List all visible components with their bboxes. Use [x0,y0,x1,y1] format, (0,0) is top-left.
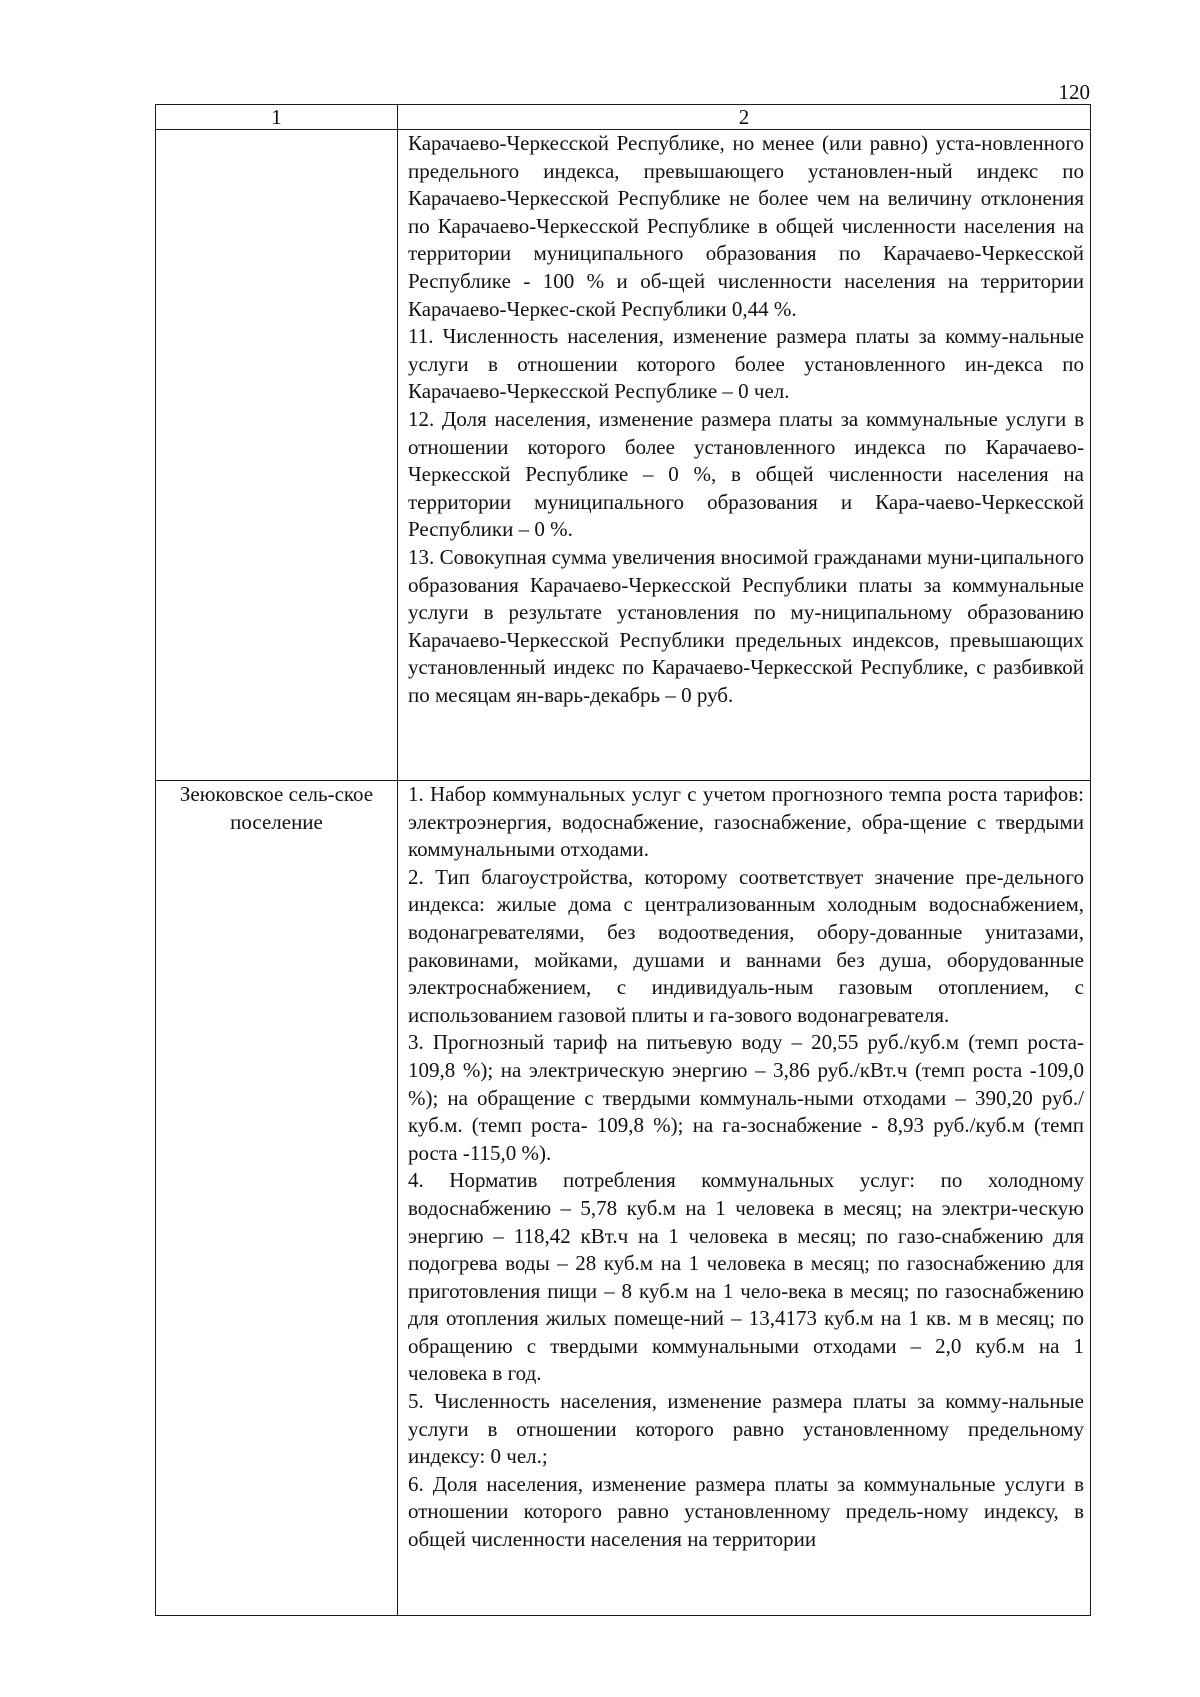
indicator-paragraph: 1. Набор коммунальных услуг с учетом прогнозного темпа роста тарифов: электроэнергия, водоснабжение, газоснабжение, обра-щение с твердыми коммунальными отходами. [408,782,1084,862]
indicator-paragraph: 5. Численность населения, изменение размера платы за комму-нальные услуги в отношении которого равно установленному предельному индексу: 0 чел.; [408,1389,1084,1469]
indicator-paragraph: 3. Прогнозный тариф на питьевую воду – 20,55 руб./куб.м (темп роста- 109,8 %); на электрическую энергию – 3,86 руб./кВт.ч (темп роста -109,0 %); на обращение с твердыми коммуналь-ными отходами – 390,20 руб./куб.м. (темп роста- 109,8 %); на га-зоснабжение - 8,93 руб./куб.м (темп роста -115,0 %). [408,1030,1084,1165]
indicator-paragraph: 6. Доля населения, изменение размера платы за коммунальные услуги в отношении которого равно установленному предель-ному индексу, в общей численности населения на территории [408,1471,1084,1552]
table-header-row [156,105,1091,130]
indicator-paragraph: Карачаево-Черкесской Республике, но менее (или равно) уста-новленного предельного индекса, превышающего установлен-ный индекс по Карачаево-Черкесской Республике не более чем на величину отклонения по Карачаево-Черкесской Республике в общей численности населения на территории муниципального образования по Карачаево-Черкесской Республике - 100 % и об-щей численности населения на территории Карачаево-Черкес-ской Республики 0,44 %. [408,131,1084,321]
column-header-2: 2 [398,105,1091,130]
indicator-paragraph: 13. Совокупная сумма увеличения вносимой гражданами муни-ципального образования Карачаево-Черкесской Республики платы за коммунальные услуги в результате установления по му-ниципальному образованию Карачаево-Черкесской Республики предельных индексов, превышающих установленный индекс по Карачаево-Черкесской Республике, с разбивкой по месяцам ян-варь-декабрь – 0 руб. [408,544,1084,707]
document-table [155,104,1091,1616]
indicator-paragraph: 4. Норматив потребления коммунальных услуг: по холодному водоснабжению – 5,78 куб.м на 1 человека в месяц; на электри-ческую энергию – 118,42 кВт.ч на 1 человека в месяц; по газо-снабжению для подогрева воды – 28 куб.м на 1 человека в месяц; по газоснабжению для приготовления пищи – 8 куб.м на 1 чело-века в месяц; по газоснабжению для отопления жилых помеще-ний – 13,4173 куб.м на 1 кв. м в месяц; по обращению с твердыми коммунальными отходами – 2,0 куб.м на 1 человека в год. [408,1168,1084,1386]
municipality-cell: Зеюковское сель-ское поселение [156,781,398,1616]
indicator-paragraph: 11. Численность населения, изменение размера платы за комму-нальные услуги в отношении которого более установленного ин-декса по Карачаево-Черкесской Республике – 0 чел. [408,324,1084,404]
page-number: 120 [1058,80,1090,104]
indicators-cell [398,781,1091,1616]
indicator-paragraph: 12. Доля населения, изменение размера платы за коммунальные услуги в отношении которого более установленного индекса по Карачаево-Черкесской Республике – 0 %, в общей численности населения на территории муниципального образования и Кара-чаево-Черкесской Республики – 0 %. [408,406,1084,542]
table-row [156,130,1091,781]
table-row [156,781,1091,1616]
indicators-cell [398,130,1091,781]
column-header-1: 1 [156,105,398,130]
indicator-paragraph: 2. Тип благоустройства, которому соответствует значение пре-дельного индекса: жилые дома с централизованным холодным водоснабжением, водонагревателями, без водоотведения, обору-дованные унитазами, раковинами, мойками, душами и ваннами без душа, оборудованные электроснабжением, с индивидуаль-ным газовым отоплением, с использованием газовой плиты и га-зового водонагревателя. [408,864,1084,1027]
municipality-cell [156,130,398,781]
